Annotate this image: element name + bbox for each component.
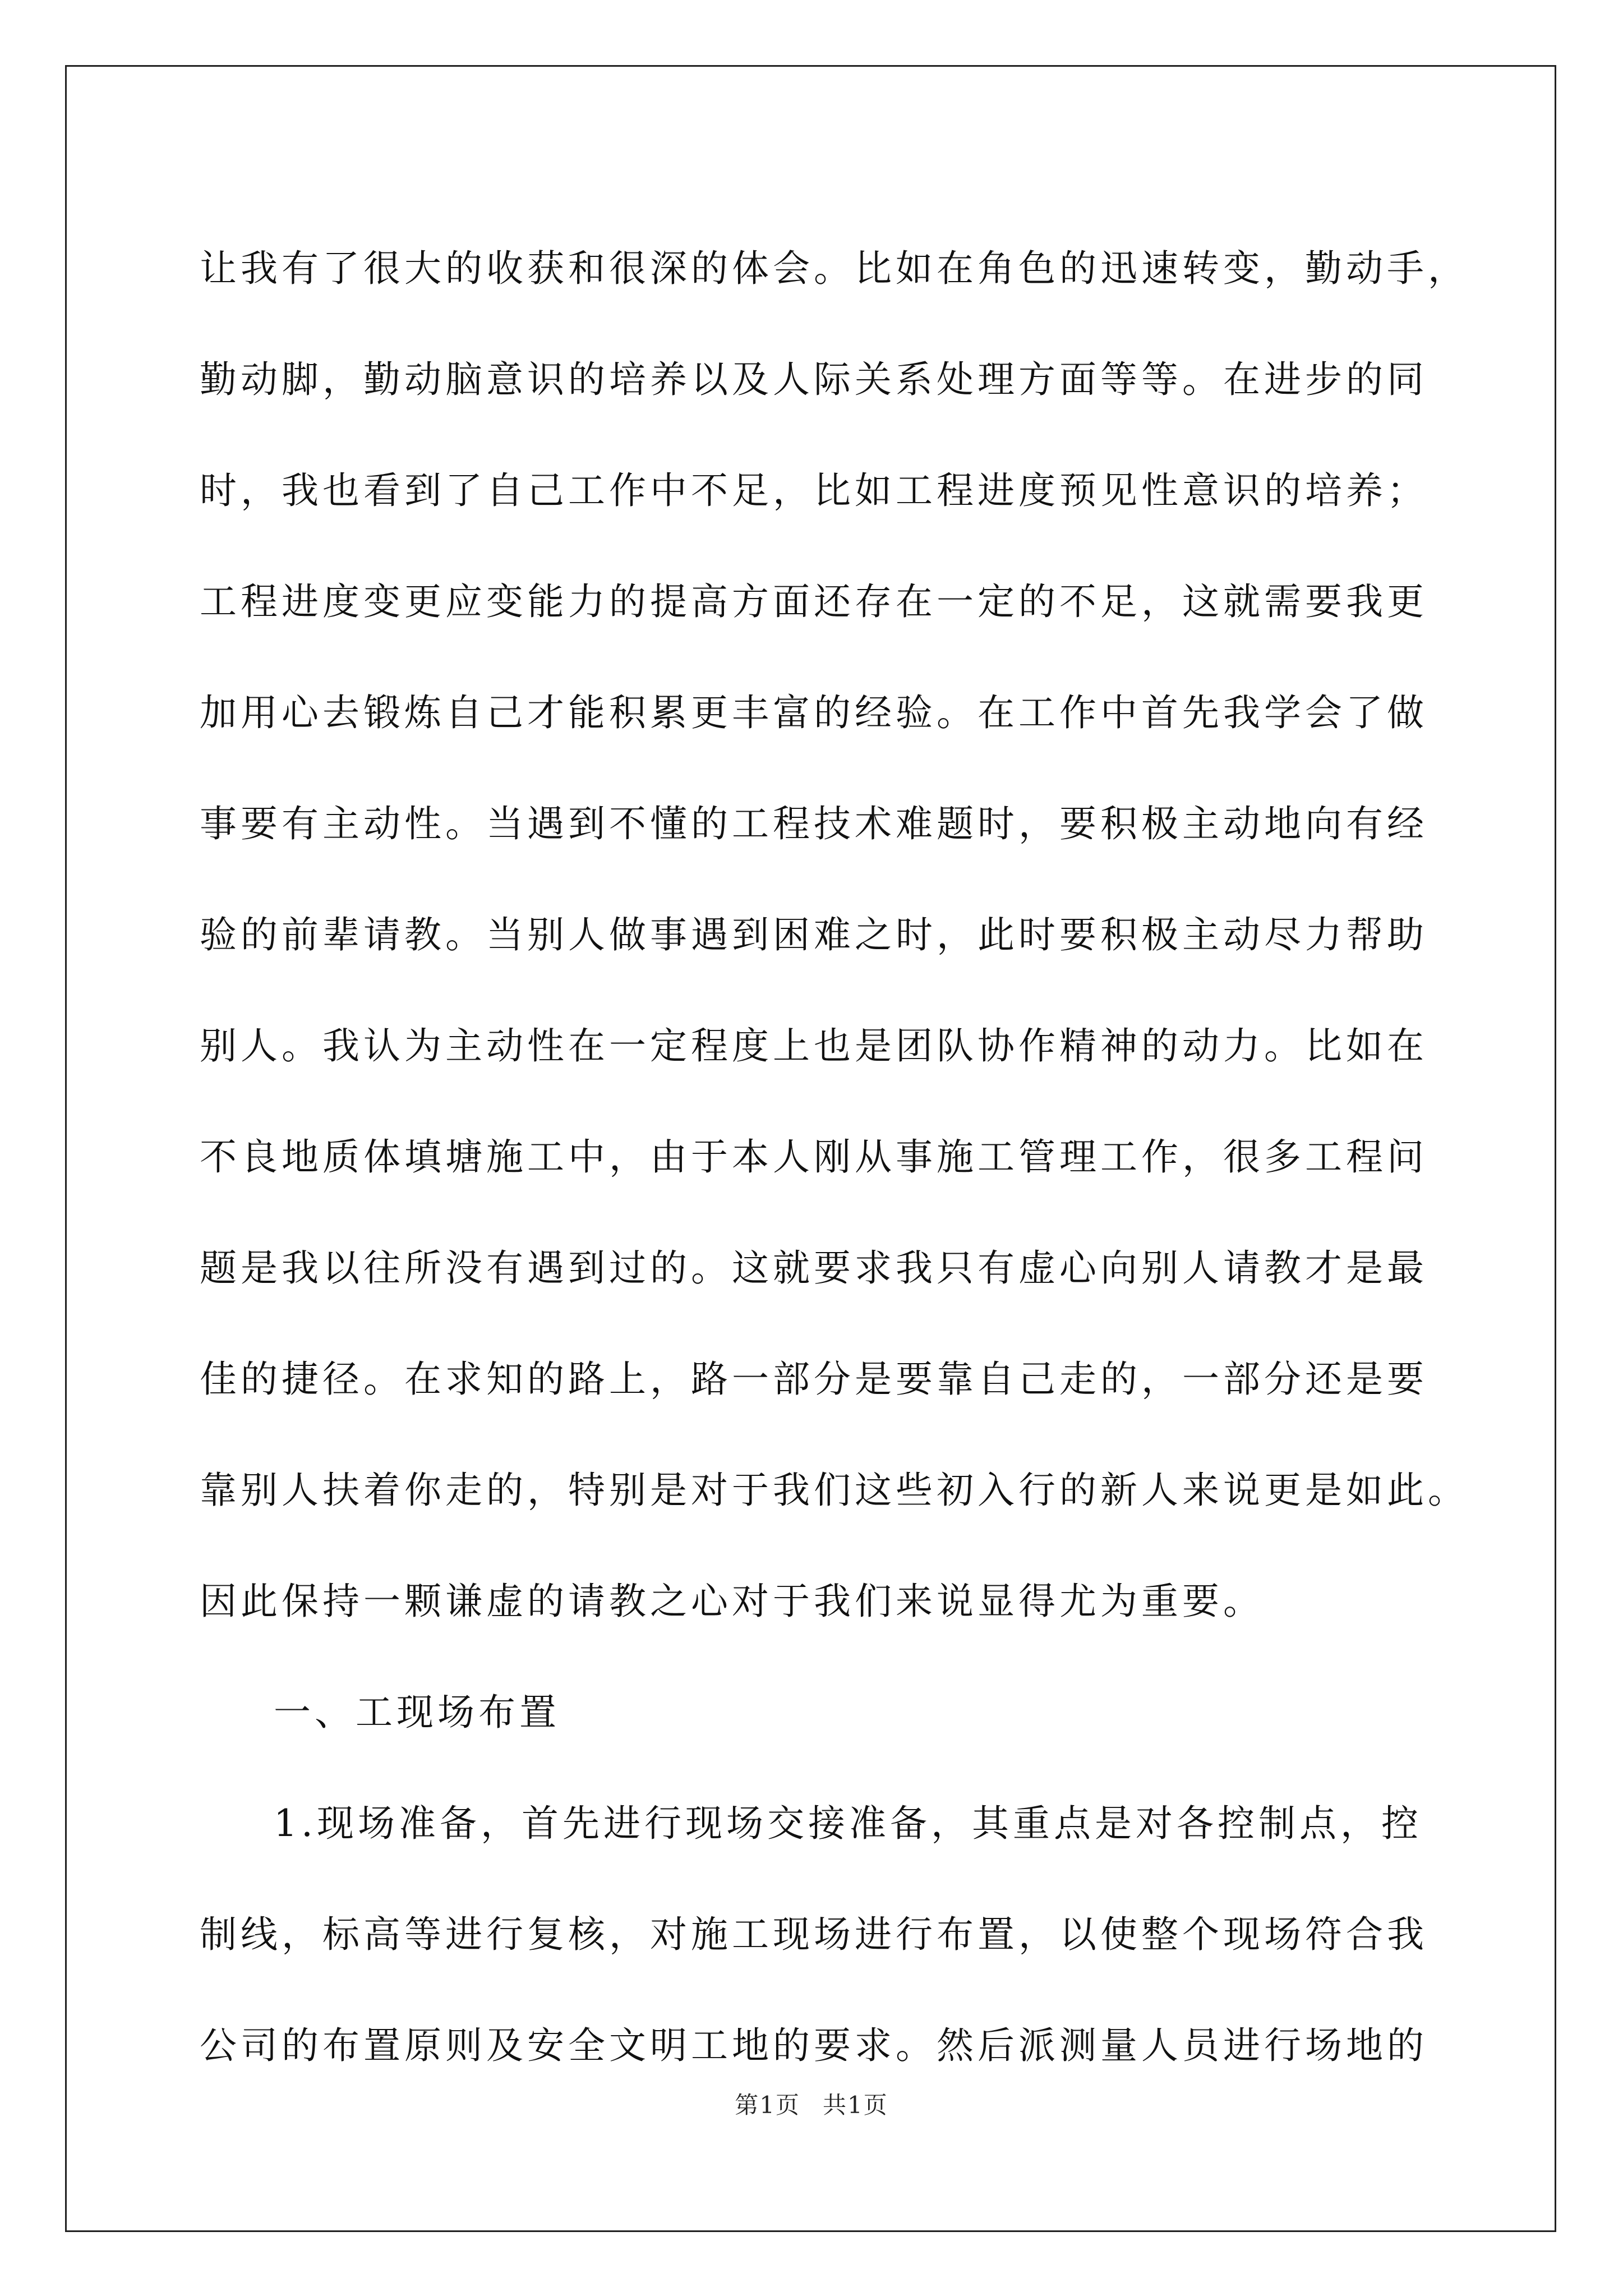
section-heading: 一、工现场布置 <box>274 1691 560 1734</box>
page-number: 第1页 <box>735 2091 800 2119</box>
text-line: 制线，标高等进行复核，对施工现场进行布置，以使整个现场符合我 <box>200 1913 1428 1956</box>
text-line: 事要有主动性。当遇到不懂的工程技术难题时，要积极主动地向有经 <box>200 802 1428 845</box>
text-line: 佳的捷径。在求知的路上，路一部分是要靠自己走的，一部分还是要 <box>200 1358 1428 1401</box>
text-line: 公司的布置原则及安全文明工地的要求。然后派测量人员进行场地的 <box>200 2024 1428 2067</box>
text-line: 加用心去锻炼自己才能积累更丰富的经验。在工作中首先我学会了做 <box>200 691 1428 734</box>
document-body <box>200 213 1469 2101</box>
text-line: 验的前辈请教。当别人做事遇到困难之时，此时要积极主动尽力帮助 <box>200 913 1428 956</box>
text-line: 题是我以往所没有遇到过的。这就要求我只有虚心向别人请教才是最 <box>200 1246 1428 1290</box>
text-line: 靠别人扶着你走的，特别是对于我们这些初入行的新人来说更是如此。 <box>200 1469 1469 1512</box>
text-line: 时，我也看到了自己工作中不足，比如工程进度预见性意识的培养； <box>200 469 1428 512</box>
page-total: 共1页 <box>823 2091 888 2119</box>
text-line: 1.现场准备，首先进行现场交接准备，其重点是对各控制点，控 <box>274 1802 1422 1845</box>
text-line: 别人。我认为主动性在一定程度上也是团队协作精神的动力。比如在 <box>200 1024 1428 1068</box>
text-line: 不良地质体填塘施工中，由于本人刚从事施工管理工作，很多工程问 <box>200 1135 1428 1179</box>
text-line: 因此保持一颗谦虚的请教之心对于我们来说显得尤为重要。 <box>200 1580 1264 1623</box>
text-line: 勤动脚，勤动脑意识的培养以及人际关系处理方面等等。在进步的同 <box>200 358 1428 401</box>
text-line: 工程进度变更应变能力的提高方面还存在一定的不足，这就需要我更 <box>200 580 1428 623</box>
page-footer <box>0 2087 1623 2120</box>
text-line: 让我有了很大的收获和很深的体会。比如在角色的迅速转变，勤动手， <box>200 247 1469 290</box>
